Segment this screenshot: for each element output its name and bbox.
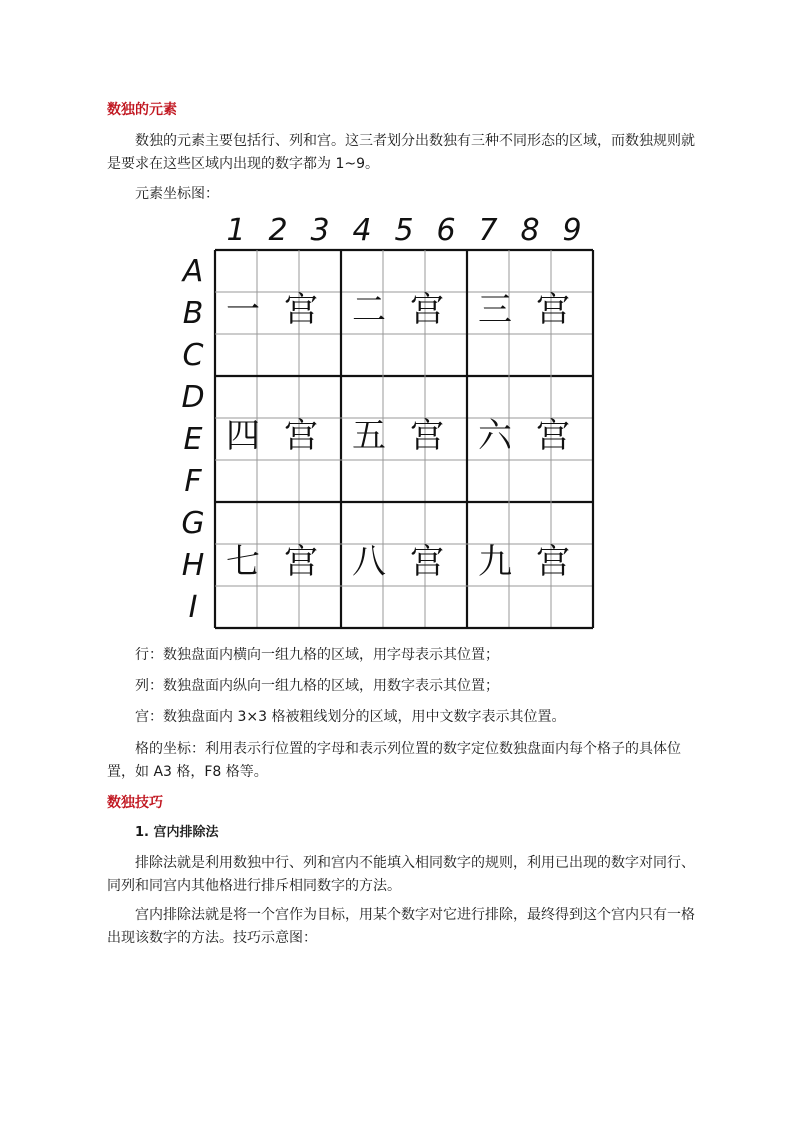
definition-cell-coordinate: 格的坐标：利用表示行位置的字母和表示列位置的数字定位数独盘面内每个格子的具体位置，如 A3 格，F8 格等。: [107, 741, 681, 780]
box-6-gong: 宫: [536, 416, 570, 456]
definition-box: 宫：数独盘面内 3×3 格被粗线划分的区域，用中文数字表示其位置。: [135, 709, 566, 725]
row-label-D: D: [181, 380, 205, 415]
col-label-3: 3: [310, 213, 330, 248]
row-label-I: I: [188, 590, 198, 625]
box-3-gong: 宫: [536, 290, 570, 330]
col-label-6: 6: [436, 213, 456, 248]
definition-column: 列：数独盘面内纵向一组九格的区域，用数字表示其位置；: [135, 678, 499, 694]
exclusion-method-paragraph: 排除法就是利用数独中行、列和宫内不能填入相同数字的规则，利用已出现的数字对同行、同列和同宫内其他格进行排斥相同数字的方法。: [107, 855, 695, 894]
col-label-1: 1: [226, 213, 246, 248]
box-4-number: 四: [226, 416, 260, 456]
col-label-8: 8: [520, 213, 540, 248]
row-label-F: F: [184, 464, 202, 499]
col-label-7: 7: [478, 213, 498, 248]
sudoku-coordinate-diagram: [175, 210, 595, 630]
definition-row: 行：数独盘面内横向一组九格的区域，用字母表示其位置；: [135, 647, 499, 663]
box-8-gong: 宫: [410, 542, 444, 582]
col-label-2: 2: [268, 213, 288, 248]
section-title-elements: 数独的元素: [107, 102, 177, 118]
col-label-4: 4: [352, 213, 372, 248]
box-5-number: 五: [352, 416, 386, 456]
box-exclusion-paragraph: 宫内排除法就是将一个宫作为目标，用某个数字对它进行排除，最终得到这个宫内只有一格出现该数字的方法。技巧示意图：: [107, 907, 695, 946]
coordinate-figure-caption: 元素坐标图：: [135, 186, 219, 202]
technique-1-heading: 1. 宫内排除法: [135, 825, 219, 840]
box-9-gong: 宫: [536, 542, 570, 582]
row-label-G: G: [181, 506, 205, 541]
elements-intro-paragraph: 数独的元素主要包括行、列和宫。这三者划分出数独有三种不同形态的区域，而数独规则就是要求在这些区域内出现的数字都为 1~9。: [107, 133, 695, 172]
box-8-number: 八: [352, 542, 386, 582]
box-1-gong: 宫: [284, 290, 318, 330]
box-6-number: 六: [478, 416, 512, 456]
box-4-gong: 宫: [284, 416, 318, 456]
row-label-E: E: [183, 422, 203, 457]
row-label-C: C: [182, 338, 204, 373]
box-2-gong: 宫: [410, 290, 444, 330]
box-7-gong: 宫: [284, 542, 318, 582]
col-label-5: 5: [394, 213, 414, 248]
row-label-B: B: [182, 296, 204, 331]
box-1-number: 一: [226, 290, 260, 330]
box-2-number: 二: [352, 290, 386, 330]
box-3-number: 三: [478, 290, 512, 330]
section-title-techniques: 数独技巧: [107, 795, 163, 811]
col-label-9: 9: [562, 213, 582, 248]
box-5-gong: 宫: [410, 416, 444, 456]
row-label-H: H: [181, 548, 205, 583]
box-7-number: 七: [226, 542, 260, 582]
row-label-A: A: [182, 254, 204, 289]
box-9-number: 九: [478, 542, 512, 582]
